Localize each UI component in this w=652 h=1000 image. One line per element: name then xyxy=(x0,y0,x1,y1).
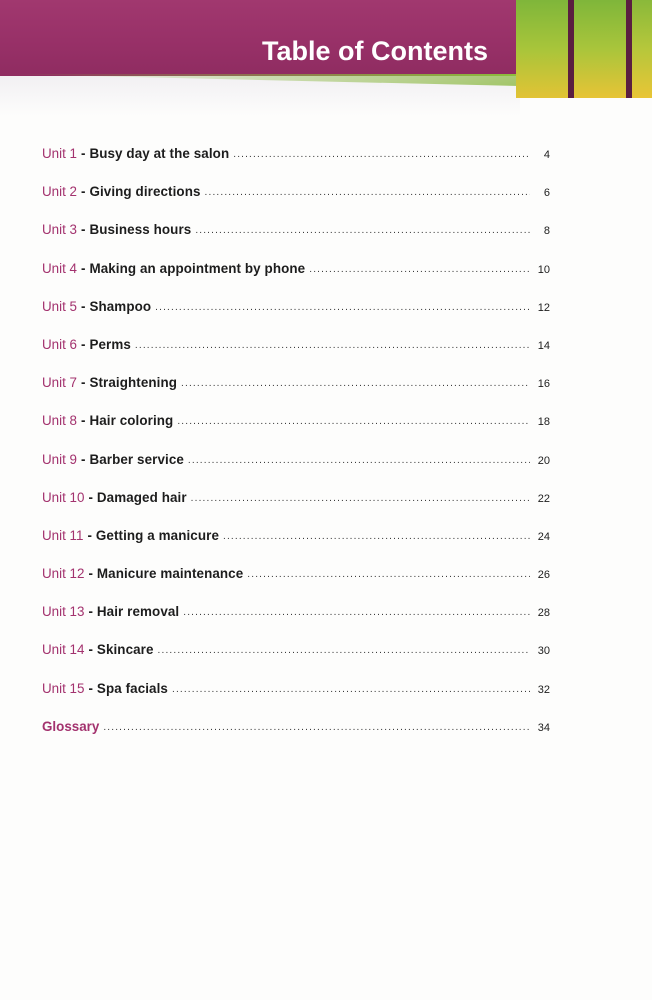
toc-title: Business hours xyxy=(89,222,192,238)
toc-title: Shampoo xyxy=(89,298,152,314)
toc-unit-label: Unit 4 xyxy=(42,260,77,276)
toc-page-number: 34 xyxy=(537,721,550,734)
toc-entry[interactable] xyxy=(42,222,550,260)
toc-leader-dots xyxy=(177,416,530,427)
toc-entry[interactable] xyxy=(42,604,550,642)
toc-page-number: 4 xyxy=(543,149,550,161)
toc-leader-dots xyxy=(188,455,530,466)
toc-separator: - xyxy=(80,375,86,391)
toc-unit-label: Unit 7 xyxy=(42,375,77,391)
toc-page-number: 14 xyxy=(537,339,550,352)
toc-entry[interactable] xyxy=(42,146,550,184)
toc-entry[interactable] xyxy=(42,490,550,528)
toc-separator: - xyxy=(88,642,93,658)
toc-entry[interactable] xyxy=(42,413,550,451)
toc-separator: - xyxy=(88,604,93,620)
toc-leader-dots xyxy=(103,722,530,733)
toc-separator: - xyxy=(80,336,86,352)
toc-separator: - xyxy=(80,184,86,200)
toc-leader-dots xyxy=(183,607,530,618)
toc-page-number: 16 xyxy=(537,378,550,391)
toc-page-number: 22 xyxy=(537,492,550,505)
toc-title: Hair coloring xyxy=(89,413,174,429)
decorative-bar xyxy=(632,0,652,98)
toc-separator: - xyxy=(88,566,93,582)
toc-leader-dots xyxy=(158,645,530,656)
toc-separator: - xyxy=(80,298,86,314)
toc-entry-glossary[interactable] xyxy=(42,719,550,757)
toc-unit-label: Unit 15 xyxy=(42,680,85,696)
toc-entry[interactable] xyxy=(42,261,550,299)
toc-title: Spa facials xyxy=(96,680,168,696)
toc-unit-label: Unit 13 xyxy=(42,604,85,620)
toc-page-number: 28 xyxy=(537,607,550,620)
toc-unit-label: Unit 14 xyxy=(42,642,85,658)
toc-separator: - xyxy=(88,489,93,505)
toc-unit-label: Unit 5 xyxy=(42,298,77,314)
toc-separator: - xyxy=(87,527,92,543)
toc-title: Hair removal xyxy=(96,604,180,620)
toc-unit-label: Unit 1 xyxy=(42,146,77,161)
toc-entry[interactable] xyxy=(42,566,550,604)
toc-page-number: 24 xyxy=(537,530,550,543)
toc-leader-dots xyxy=(195,225,530,236)
toc-entry[interactable] xyxy=(42,452,550,490)
toc-leader-dots xyxy=(205,187,530,198)
toc-leader-dots xyxy=(135,340,530,351)
toc-unit-label: Unit 12 xyxy=(42,566,85,582)
toc-separator: - xyxy=(80,413,86,429)
toc-glossary-label: Glossary xyxy=(42,718,100,734)
toc-entry[interactable] xyxy=(42,184,550,222)
toc-leader-dots xyxy=(155,302,530,313)
decorative-bar xyxy=(574,0,626,98)
toc-entry[interactable] xyxy=(42,528,550,566)
toc-leader-dots xyxy=(309,264,530,275)
toc-title: Damaged hair xyxy=(96,489,187,505)
toc-page-number: 6 xyxy=(543,187,550,200)
toc-page-number: 32 xyxy=(537,683,550,696)
toc-page-number: 12 xyxy=(537,301,550,314)
toc-page-number: 26 xyxy=(537,569,550,582)
toc-page-number: 20 xyxy=(537,454,550,467)
table-of-contents xyxy=(42,146,550,757)
toc-unit-label: Unit 9 xyxy=(42,451,77,467)
toc-title: Giving directions xyxy=(89,184,201,200)
toc-title: Straightening xyxy=(89,375,178,391)
toc-entry[interactable] xyxy=(42,681,550,719)
header-shadow xyxy=(0,76,520,116)
toc-unit-label: Unit 10 xyxy=(42,489,85,505)
toc-separator: - xyxy=(80,260,86,276)
toc-leader-dots xyxy=(172,684,530,695)
decorative-bar xyxy=(516,0,568,98)
toc-title: Skincare xyxy=(96,642,154,658)
toc-separator: - xyxy=(80,451,86,467)
toc-title: Making an appointment by phone xyxy=(89,260,306,276)
toc-separator: - xyxy=(80,222,86,238)
toc-title: Busy day at the salon xyxy=(89,146,230,161)
toc-leader-dots xyxy=(181,378,530,389)
toc-entry[interactable] xyxy=(42,375,550,413)
toc-entry[interactable] xyxy=(42,299,550,337)
toc-leader-dots xyxy=(191,493,530,504)
toc-page-number: 10 xyxy=(537,263,550,276)
page-title: Table of Contents xyxy=(262,36,488,66)
toc-page-number: 30 xyxy=(537,645,550,658)
toc-leader-dots xyxy=(247,569,530,580)
toc-title: Barber service xyxy=(89,451,184,467)
toc-leader-dots xyxy=(233,149,530,160)
toc-entry[interactable] xyxy=(42,337,550,375)
toc-entry[interactable] xyxy=(42,642,550,680)
toc-page-number: 8 xyxy=(543,225,550,238)
toc-unit-label: Unit 3 xyxy=(42,222,77,238)
toc-separator: - xyxy=(88,680,93,696)
toc-title: Getting a manicure xyxy=(95,527,219,543)
toc-unit-label: Unit 8 xyxy=(42,413,77,429)
toc-title: Perms xyxy=(89,336,131,352)
toc-unit-label: Unit 2 xyxy=(42,184,77,200)
toc-unit-label: Unit 11 xyxy=(42,527,84,543)
toc-page-number: 18 xyxy=(537,416,550,429)
toc-title: Manicure maintenance xyxy=(96,566,244,582)
toc-separator: - xyxy=(80,146,86,161)
toc-unit-label: Unit 6 xyxy=(42,336,77,352)
toc-leader-dots xyxy=(223,531,530,542)
